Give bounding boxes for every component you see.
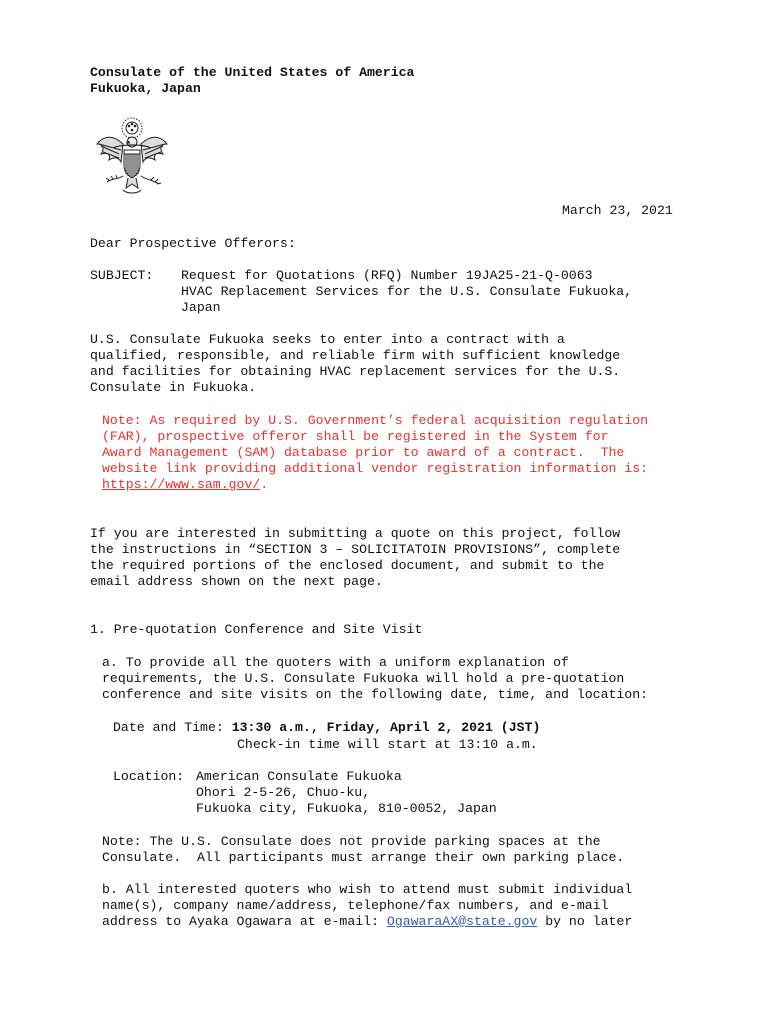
location-line: Ohori 2-5-26, Chuo-ku, — [196, 785, 371, 800]
intro-line: qualified, responsible, and reliable firm with sufficient knowledge — [90, 348, 621, 363]
location-line: American Consulate Fukuoka — [196, 769, 402, 784]
datetime-label: Date and Time: — [113, 720, 232, 735]
subject-label: SUBJECT: — [90, 268, 154, 283]
consulate-name: Consulate of the United States of America — [90, 65, 415, 80]
datetime-value: 13:30 a.m., Friday, April 2, 2021 (JST) — [231, 720, 541, 735]
parking-note-line: Note: The U.S. Consulate does not provide parking spaces at the — [102, 834, 601, 849]
email-link[interactable]: OgawaraAX@state.gov — [386, 914, 538, 929]
far-note-link-suffix: . — [260, 477, 269, 492]
para-b-line: b. All interested quoters who wish to attend must submit individual — [102, 882, 633, 897]
consulate-location: Fukuoka, Japan — [90, 81, 201, 96]
instructions-line: If you are interested in submitting a quote on this project, follow — [90, 526, 621, 541]
parking-note-line: Consulate. All participants must arrange their own parking place. — [102, 850, 625, 865]
para-b-suffix: by no later — [537, 914, 633, 929]
section-1-heading: 1. Pre-quotation Conference and Site Visit — [90, 622, 423, 637]
intro-line: U.S. Consulate Fukuoka seeks to enter into a contract with a — [90, 332, 565, 347]
intro-line: Consulate in Fukuoka. — [90, 380, 257, 395]
subject-line: HVAC Replacement Services for the U.S. Consulate Fukuoka, — [181, 284, 633, 299]
great-seal-eagle-icon — [93, 114, 171, 198]
para-b-line — [102, 914, 632, 930]
instructions-line: email address shown on the next page. — [90, 574, 383, 589]
para-a-line: requirements, the U.S. Consulate Fukuoka will hold a pre-quotation — [102, 671, 625, 686]
subject-line: Request for Quotations (RFQ) Number 19JA25-21-Q-0063 — [181, 268, 593, 283]
far-note-line: Note: As required by U.S. Government’s federal acquisition regulation — [102, 413, 649, 428]
para-a-line: a. To provide all the quoters with a uniform explanation of — [102, 655, 569, 670]
para-b-line: name(s), company name/address, telephone/fax numbers, and e-mail — [102, 898, 609, 913]
letter-date: March 23, 2021 — [562, 203, 673, 218]
intro-line: and facilities for obtaining HVAC replacement services for the U.S. — [90, 364, 621, 379]
location-line: Fukuoka city, Fukuoka, 810-0052, Japan — [196, 801, 497, 816]
salutation: Dear Prospective Offerors: — [90, 236, 296, 251]
far-note-line: (FAR), prospective offeror shall be registered in the System for — [102, 429, 609, 444]
location-label: Location: — [113, 769, 193, 784]
instructions-line: the required portions of the enclosed document, and submit to the — [90, 558, 605, 573]
para-a-line: conference and site visits on the following date, time, and location: — [102, 687, 649, 702]
instructions-line: the instructions in “SECTION 3 – SOLICITATOIN PROVISIONS”, complete — [90, 542, 621, 557]
datetime-line — [113, 720, 540, 736]
subject-line: Japan — [181, 300, 221, 315]
far-note-line: website link providing additional vendor registration information is: — [102, 461, 649, 476]
sam-gov-link[interactable]: https://www.sam.gov/ — [102, 477, 261, 492]
far-note-link-line — [102, 477, 268, 493]
far-note-line: Award Management (SAM) database prior to award of a contract. The — [102, 445, 625, 460]
checkin-time: Check-in time will start at 13:10 a.m. — [237, 737, 538, 752]
para-b-prefix: address to Ayaka Ogawara at e-mail: — [102, 914, 387, 929]
